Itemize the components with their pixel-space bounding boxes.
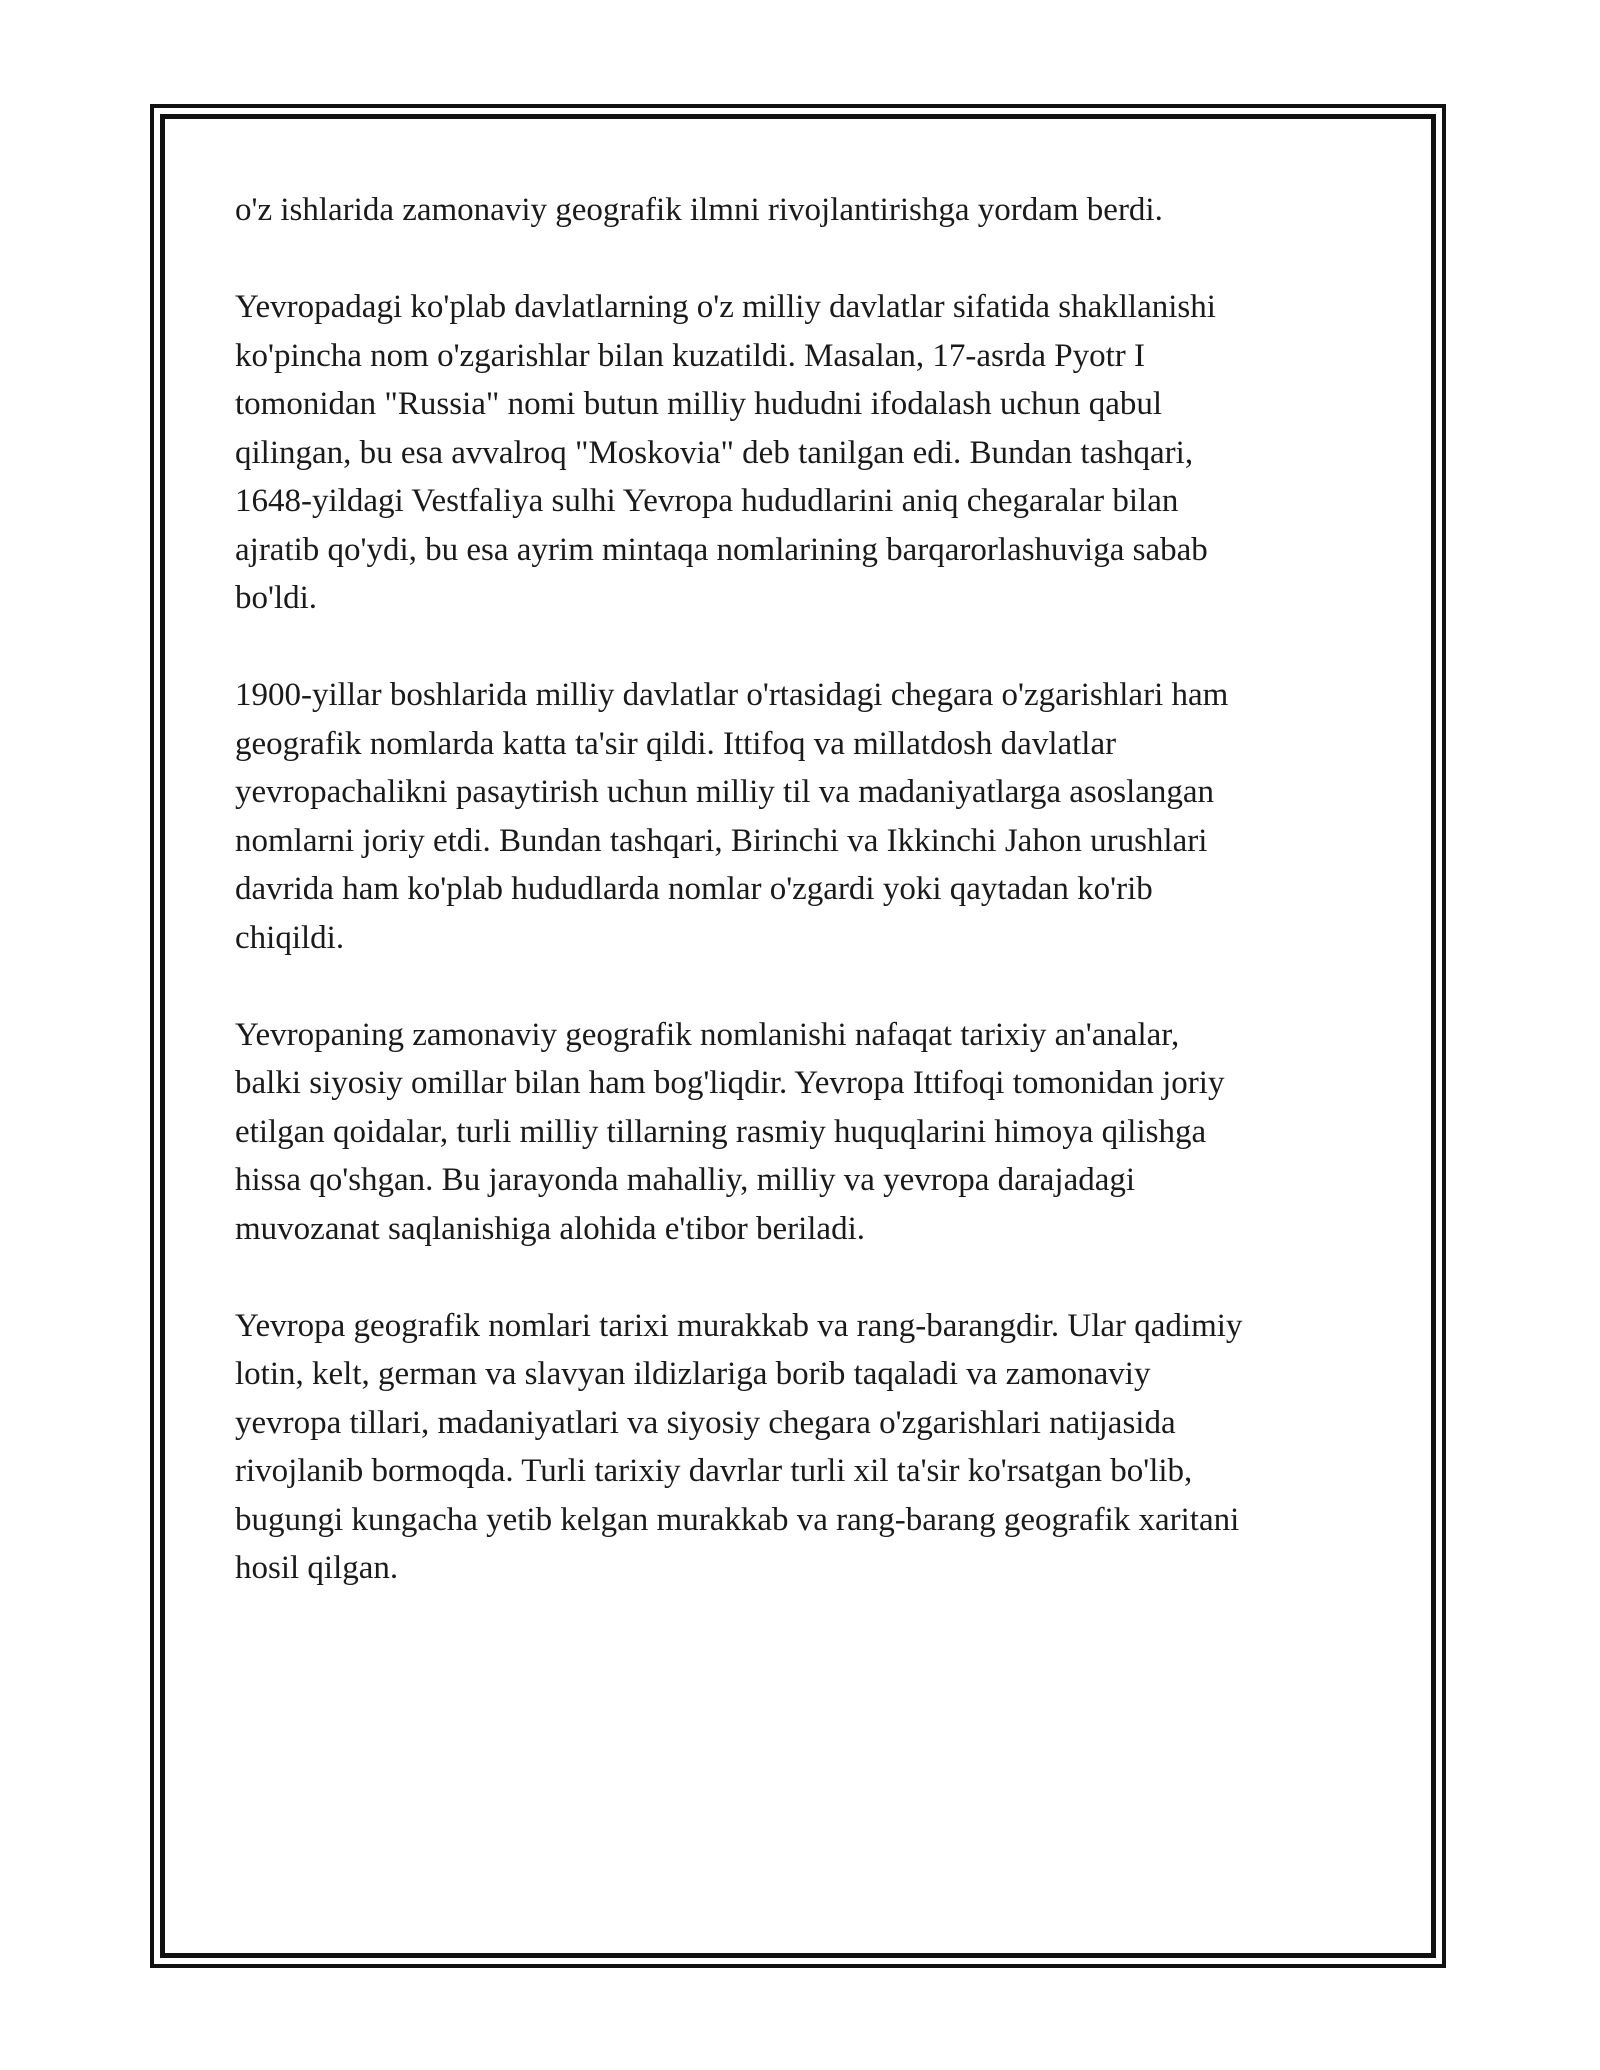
- text-line: lotin, kelt, german va slavyan ildizlariga borib taqaladi va zamonaviy: [235, 1356, 1151, 1392]
- text-line: muvozanat saqlanishiga alohida e'tibor beriladi.: [235, 1210, 865, 1247]
- text-line: hissa qo'shgan. Bu jarayonda mahalliy, milliy va yevropa darajadagi: [235, 1162, 1136, 1198]
- text-line: geografik nomlarda katta ta'sir qildi. Ittifoq va millatdosh davlatlar: [235, 725, 1117, 762]
- text-line: bugungi kungacha yetib kelgan murakkab va rang-barang geografik xaritani: [235, 1501, 1240, 1538]
- text-line: chiqildi.: [235, 919, 345, 956]
- text-line: ajratib qo'ydi, bu esa ayrim mintaqa nomlarining barqarorlashuviga sabab: [235, 531, 1208, 568]
- paragraph-5: [235, 1302, 1385, 1593]
- text-line: 1648-yildagi Vestfaliya sulhi Yevropa hududlarini aniq chegaralar bilan: [235, 483, 1179, 519]
- paragraph-2: [235, 283, 1385, 623]
- text-line: Yevropaning zamonaviy geografik nomlanishi nafaqat tarixiy an'analar,: [235, 1016, 1180, 1053]
- text-line: Yevropa geografik nomlari tarixi murakkab va rang-barangdir. Ular qadimiy: [235, 1307, 1243, 1344]
- text-line: o'z ishlarida zamonaviy geografik ilmni rivojlantirishga yordam berdi.: [235, 192, 1163, 228]
- text-line: etilgan qoidalar, turli milliy tillarning rasmiy huquqlarini himoya qilishga: [235, 1113, 1207, 1150]
- text-line: balki siyosiy omillar bilan ham bog'liqdir. Yevropa Ittifoqi tomonidan joriy: [235, 1065, 1225, 1101]
- paragraph-4: [235, 1011, 1385, 1254]
- text-line: rivojlanib bormoqda. Turli tarixiy davrlar turli xil ta'sir ko'rsatgan bo'lib,: [235, 1453, 1193, 1489]
- text-line: tomonidan "Russia" nomi butun milliy hududni ifodalash uchun qabul: [235, 386, 1163, 422]
- text-line: nomlarni joriy etdi. Bundan tashqari, Birinchi va Ikkinchi Jahon urushlari: [235, 822, 1208, 859]
- text-line: qilingan, bu esa avvalroq "Moskovia" deb tanilgan edi. Bundan tashqari,: [235, 434, 1194, 471]
- text-line: 1900-yillar boshlarida milliy davlatlar o'rtasidagi chegara o'zgarishlari ham: [235, 677, 1229, 713]
- document-body: [235, 186, 1385, 1641]
- text-line: yevropachalikni pasaytirish uchun milliy til va madaniyatlarga asoslangan: [235, 774, 1215, 810]
- text-line: Yevropadagi ko'plab davlatlarning o'z milliy davlatlar sifatida shakllanishi: [235, 289, 1216, 325]
- paragraph-1: [235, 186, 1385, 235]
- paragraph-3: [235, 671, 1385, 962]
- text-line: ko'pincha nom o'zgarishlar bilan kuzatildi. Masalan, 17-asrda Pyotr I: [235, 337, 1145, 374]
- text-line: yevropa tillari, madaniyatlari va siyosiy chegara o'zgarishlari natijasida: [235, 1404, 1176, 1441]
- text-line: davrida ham ko'plab hududlarda nomlar o'zgardi yoki qaytadan ko'rib: [235, 871, 1153, 907]
- text-line: hosil qilgan.: [235, 1550, 399, 1586]
- text-line: bo'ldi.: [235, 580, 318, 616]
